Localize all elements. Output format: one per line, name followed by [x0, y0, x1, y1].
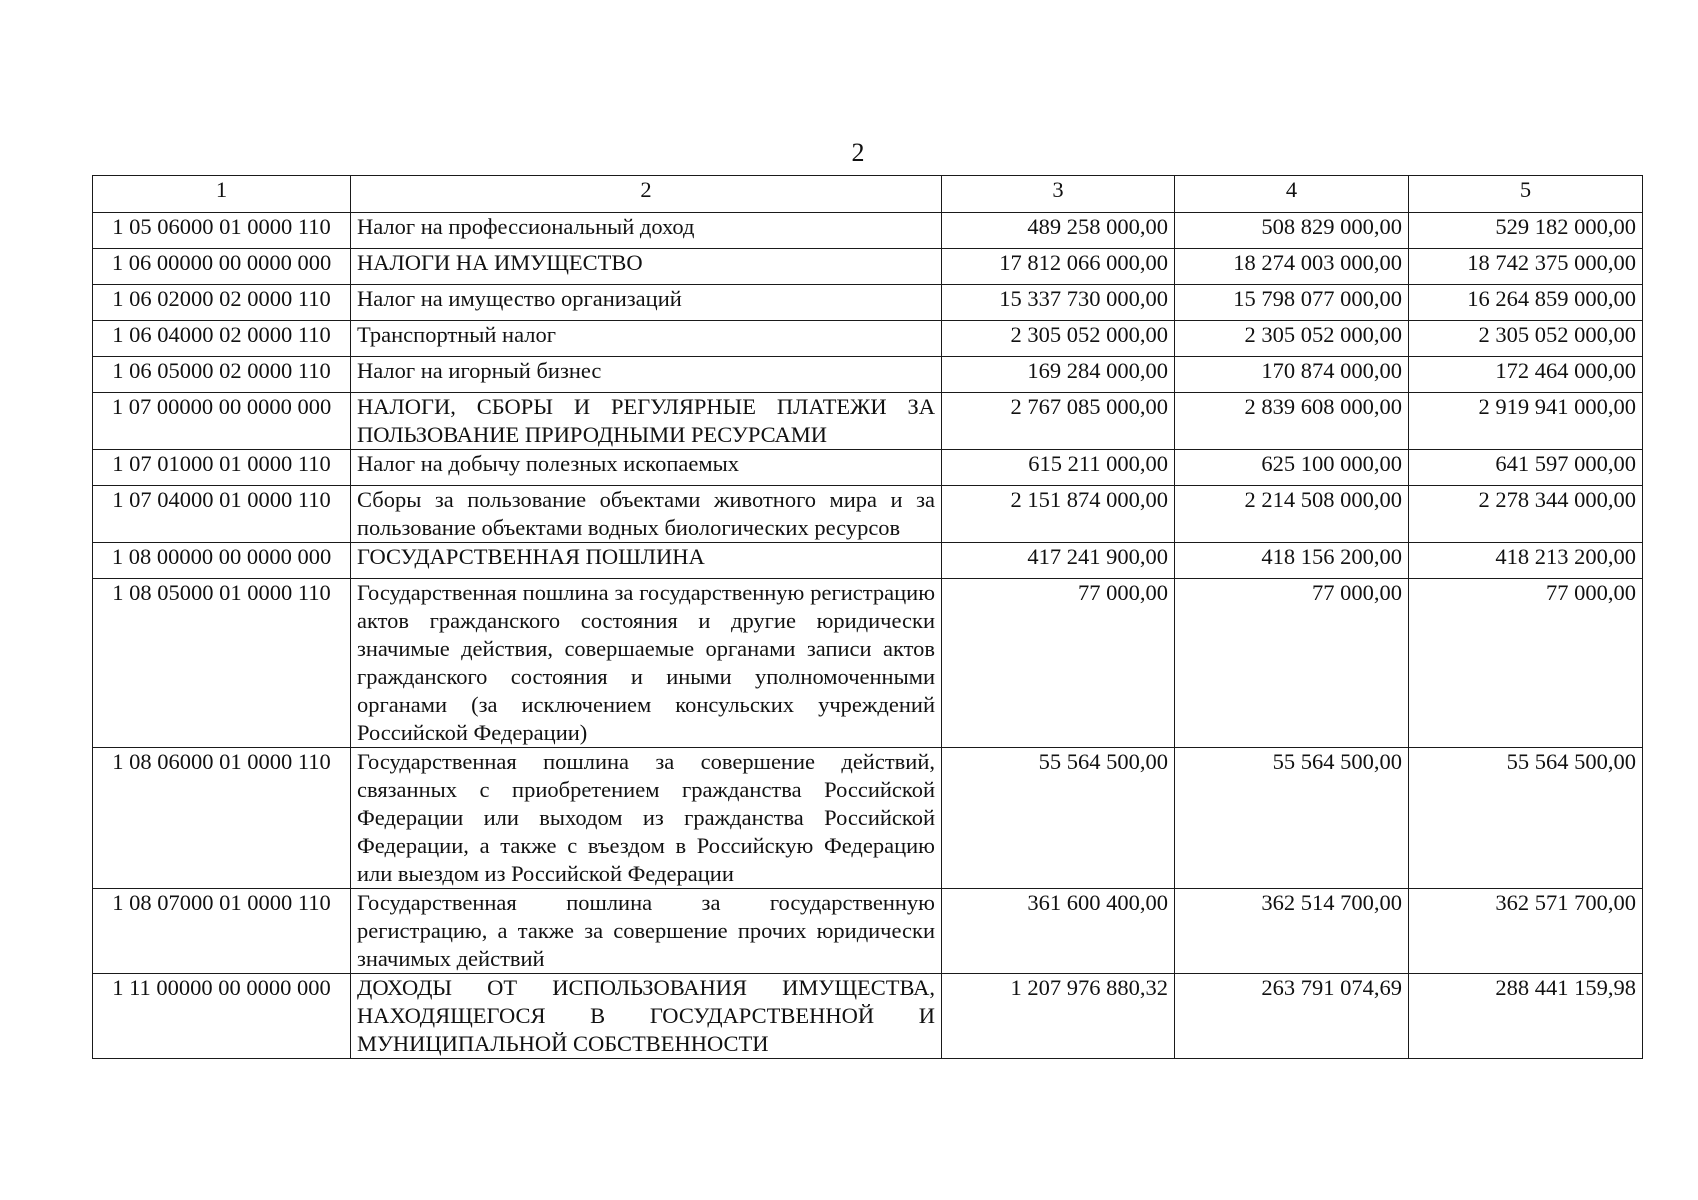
row-value-col5: 2 278 344 000,00 [1409, 486, 1643, 543]
revenue-table [92, 175, 1643, 1059]
row-name: Транспортный налог [351, 321, 942, 357]
row-code: 1 08 06000 01 0000 110 [93, 748, 351, 889]
row-name: Налог на имущество организаций [351, 285, 942, 321]
header-row [93, 176, 1643, 213]
header-col-2: 2 [351, 176, 942, 213]
row-name: НАЛОГИ, СБОРЫ И РЕГУЛЯРНЫЕ ПЛАТЕЖИ ЗА ПОЛЬЗОВАНИЕ ПРИРОДНЫМИ РЕСУРСАМИ [351, 393, 942, 450]
row-code: 1 06 05000 02 0000 110 [93, 357, 351, 393]
row-value-col3: 417 241 900,00 [942, 543, 1175, 579]
row-code: 1 07 04000 01 0000 110 [93, 486, 351, 543]
row-value-col5: 2 305 052 000,00 [1409, 321, 1643, 357]
table-row [93, 748, 1643, 889]
row-name: Налог на профессиональный доход [351, 213, 942, 249]
table-row [93, 450, 1643, 486]
row-name: ГОСУДАРСТВЕННАЯ ПОШЛИНА [351, 543, 942, 579]
table-row [93, 543, 1643, 579]
row-name: Налог на добычу полезных ископаемых [351, 450, 942, 486]
table-row [93, 889, 1643, 974]
row-code: 1 07 01000 01 0000 110 [93, 450, 351, 486]
row-value-col5: 641 597 000,00 [1409, 450, 1643, 486]
row-name: Государственная пошлина за совершение действий, связанных с приобретением гражданства Российской Федерации или выходом из гражданства Российской Федерации, а также с въездом в Российскую Федерацию или выездом из Российской Федерации [351, 748, 942, 889]
row-value-col5: 362 571 700,00 [1409, 889, 1643, 974]
row-value-col4: 55 564 500,00 [1175, 748, 1409, 889]
row-value-col3: 1 207 976 880,32 [942, 974, 1175, 1059]
row-value-col5: 55 564 500,00 [1409, 748, 1643, 889]
table-row [93, 579, 1643, 748]
row-name: Государственная пошлина за государственную регистрацию, а также за совершение прочих юридически значимых действий [351, 889, 942, 974]
table-row [93, 357, 1643, 393]
table-row [93, 393, 1643, 450]
row-value-col3: 2 305 052 000,00 [942, 321, 1175, 357]
row-name: Налог на игорный бизнес [351, 357, 942, 393]
row-name: НАЛОГИ НА ИМУЩЕСТВО [351, 249, 942, 285]
row-value-col5: 172 464 000,00 [1409, 357, 1643, 393]
table-body [93, 213, 1643, 1059]
row-value-col4: 625 100 000,00 [1175, 450, 1409, 486]
table-row [93, 285, 1643, 321]
row-value-col5: 288 441 159,98 [1409, 974, 1643, 1059]
row-value-col4: 362 514 700,00 [1175, 889, 1409, 974]
row-code: 1 06 02000 02 0000 110 [93, 285, 351, 321]
row-value-col4: 508 829 000,00 [1175, 213, 1409, 249]
row-value-col3: 77 000,00 [942, 579, 1175, 748]
table-row [93, 249, 1643, 285]
row-value-col3: 489 258 000,00 [942, 213, 1175, 249]
row-code: 1 11 00000 00 0000 000 [93, 974, 351, 1059]
row-value-col5: 2 919 941 000,00 [1409, 393, 1643, 450]
page-number: 2 [851, 138, 865, 167]
table-row [93, 213, 1643, 249]
table-row [93, 486, 1643, 543]
row-value-col3: 615 211 000,00 [942, 450, 1175, 486]
row-value-col4: 2 305 052 000,00 [1175, 321, 1409, 357]
row-name: ДОХОДЫ ОТ ИСПОЛЬЗОВАНИЯ ИМУЩЕСТВА, НАХОДЯЩЕГОСЯ В ГОСУДАРСТВЕННОЙ И МУНИЦИПАЛЬНОЙ СОБСТВЕННОСТИ [351, 974, 942, 1059]
row-value-col5: 77 000,00 [1409, 579, 1643, 748]
row-value-col4: 418 156 200,00 [1175, 543, 1409, 579]
row-code: 1 08 00000 00 0000 000 [93, 543, 351, 579]
header-col-3: 3 [942, 176, 1175, 213]
row-name: Государственная пошлина за государственную регистрацию актов гражданского состояния и другие юридически значимые действия, совершаемые органами записи актов гражданского состояния и иными уполномоченными органами (за исключением консульских учреждений Российской Федерации) [351, 579, 942, 748]
row-value-col5: 16 264 859 000,00 [1409, 285, 1643, 321]
row-value-col3: 55 564 500,00 [942, 748, 1175, 889]
row-value-col3: 2 767 085 000,00 [942, 393, 1175, 450]
row-value-col5: 418 213 200,00 [1409, 543, 1643, 579]
row-code: 1 08 07000 01 0000 110 [93, 889, 351, 974]
row-value-col4: 18 274 003 000,00 [1175, 249, 1409, 285]
row-value-col4: 2 214 508 000,00 [1175, 486, 1409, 543]
row-code: 1 06 04000 02 0000 110 [93, 321, 351, 357]
header-col-5: 5 [1409, 176, 1643, 213]
row-value-col5: 18 742 375 000,00 [1409, 249, 1643, 285]
row-value-col3: 169 284 000,00 [942, 357, 1175, 393]
row-value-col3: 2 151 874 000,00 [942, 486, 1175, 543]
row-code: 1 06 00000 00 0000 000 [93, 249, 351, 285]
header-col-4: 4 [1175, 176, 1409, 213]
row-value-col4: 263 791 074,69 [1175, 974, 1409, 1059]
row-value-col3: 361 600 400,00 [942, 889, 1175, 974]
table-header [93, 176, 1643, 213]
row-value-col4: 77 000,00 [1175, 579, 1409, 748]
row-code: 1 07 00000 00 0000 000 [93, 393, 351, 450]
header-col-1: 1 [93, 176, 351, 213]
row-value-col4: 15 798 077 000,00 [1175, 285, 1409, 321]
table-row [93, 974, 1643, 1059]
row-value-col4: 170 874 000,00 [1175, 357, 1409, 393]
row-name: Сборы за пользование объектами животного мира и за пользование объектами водных биологических ресурсов [351, 486, 942, 543]
row-value-col3: 15 337 730 000,00 [942, 285, 1175, 321]
row-value-col3: 17 812 066 000,00 [942, 249, 1175, 285]
row-value-col4: 2 839 608 000,00 [1175, 393, 1409, 450]
row-value-col5: 529 182 000,00 [1409, 213, 1643, 249]
row-code: 1 08 05000 01 0000 110 [93, 579, 351, 748]
row-code: 1 05 06000 01 0000 110 [93, 213, 351, 249]
table-row [93, 321, 1643, 357]
